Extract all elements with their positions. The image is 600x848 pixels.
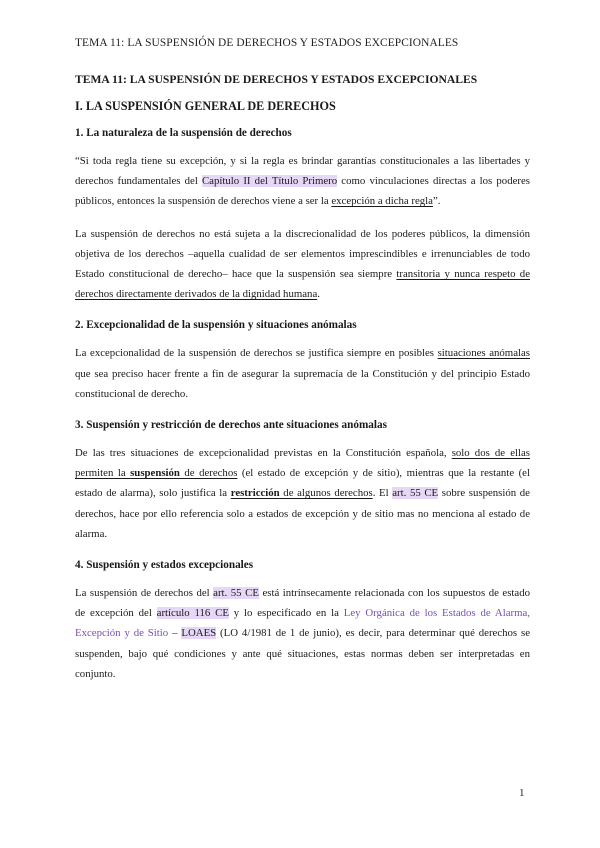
text-run: ”. bbox=[432, 195, 441, 208]
document-title: TEMA 11: LA SUSPENSIÓN DE DERECHOS Y ESTADOS EXCEPCIONALES bbox=[75, 73, 478, 86]
underline-de-derechos: de derechos bbox=[179, 467, 238, 480]
underline-bold-suspension: suspensión bbox=[130, 467, 180, 480]
text-run: . El bbox=[372, 487, 393, 500]
highlight-loaes: LOAES bbox=[181, 627, 217, 640]
text-run: como vinculaciones directas a los poderes públicos, entonces la suspensión de derechos viene a ser la bbox=[75, 175, 530, 208]
quote-open: “ bbox=[75, 155, 80, 167]
text-run: De las tres situaciones de excepcionalidad previstas en la Constitución española, bbox=[75, 447, 452, 460]
section-heading: I. LA SUSPENSIÓN GENERAL DE DERECHOS bbox=[75, 99, 336, 113]
text-run: que sea preciso hacer frente a fin de asegurar la supremacía de la Constitución y del principio Estado constitucional de derecho. bbox=[75, 367, 530, 400]
highlight-art-55: art. 55 CE bbox=[213, 587, 259, 600]
text-run: está intrínsecamente relacionada con los supuestos de estado de excepción del bbox=[75, 587, 530, 620]
text-run: , y si la regla es brindar garantías constitucionales a las libertades y derechos fundamentales del bbox=[75, 155, 530, 188]
text-run: . bbox=[317, 288, 320, 301]
text-run: La suspensión de derechos no está sujeta a la discrecionalidad de los poderes públicos, la dimensión objetiva de los derechos –aquella cualidad de ser elementos imprescindibles e irrenunciables de todo Estado constitucional de derecho– hace que la suspensión sea siempre bbox=[75, 227, 530, 281]
document-body bbox=[75, 73, 530, 684]
text-run: (LO 4/1981 de 1 de junio), es decir, para determinar qué derechos se suspenden, bajo qué condiciones y ante qué situaciones, estas normas deben ser interpretadas en conjunto. bbox=[75, 627, 530, 680]
paragraph-4 bbox=[75, 443, 530, 544]
subsection-heading-2: 2. Excepcionalidad de la suspensión y situaciones anómalas bbox=[75, 319, 357, 332]
text-run: La excepcionalidad de la suspensión de derechos se justifica siempre en posibles bbox=[75, 347, 438, 360]
highlight-art-116: artículo 116 CE bbox=[156, 607, 229, 620]
text-run: (el estado de excepción y de sitio), mientras que la restante (el estado de alarma), solo justifica la bbox=[75, 467, 530, 500]
subsection-heading-3: 3. Suspensión y restricción de derechos ante situaciones anómalas bbox=[75, 419, 387, 432]
underline-situaciones: situaciones anómalas bbox=[437, 347, 530, 360]
text-run: y lo especificado en la bbox=[228, 607, 344, 620]
text-run: La suspensión de derechos del bbox=[75, 587, 214, 600]
underline-bold-restriccion: restricción bbox=[230, 487, 280, 500]
quote-text: Si toda regla tiene su excepción bbox=[79, 155, 224, 167]
text-run: sobre suspensión de derechos, hace por ello referencia solo a estados de excepción y de sitio mas no menciona al estado de alarma. bbox=[75, 487, 530, 540]
paragraph-1 bbox=[75, 151, 530, 212]
underline-transitoria: transitoria y nunca respeto de derechos directamente derivados de la dignidad humana bbox=[75, 268, 530, 301]
underline-algunos-derechos: de algunos derechos bbox=[279, 487, 373, 500]
underline-excepcion: excepción a dicha regla bbox=[331, 195, 433, 208]
highlight-art-55: art. 55 CE bbox=[392, 487, 439, 500]
subsection-heading-1: 1. La naturaleza de la suspensión de derechos bbox=[75, 127, 292, 139]
text-run: – bbox=[168, 627, 182, 640]
highlight-capitulo-ii: Capítulo II del Título Primero bbox=[201, 175, 338, 188]
page-number: 1 bbox=[519, 787, 525, 799]
purple-ley-organica: Ley Orgánica de los Estados de Alarma, Excepción y de Sitio bbox=[75, 607, 530, 640]
paragraph-2 bbox=[75, 224, 530, 305]
underline-solo-dos: solo dos de ellas permiten la bbox=[75, 447, 530, 480]
paragraph-5 bbox=[75, 583, 530, 684]
subsection-heading-4: 4. Suspensión y estados excepcionales bbox=[75, 559, 254, 572]
paragraph-3 bbox=[75, 343, 530, 404]
running-header: TEMA 11: LA SUSPENSIÓN DE DERECHOS Y ESTADOS EXCEPCIONALES bbox=[75, 37, 459, 49]
